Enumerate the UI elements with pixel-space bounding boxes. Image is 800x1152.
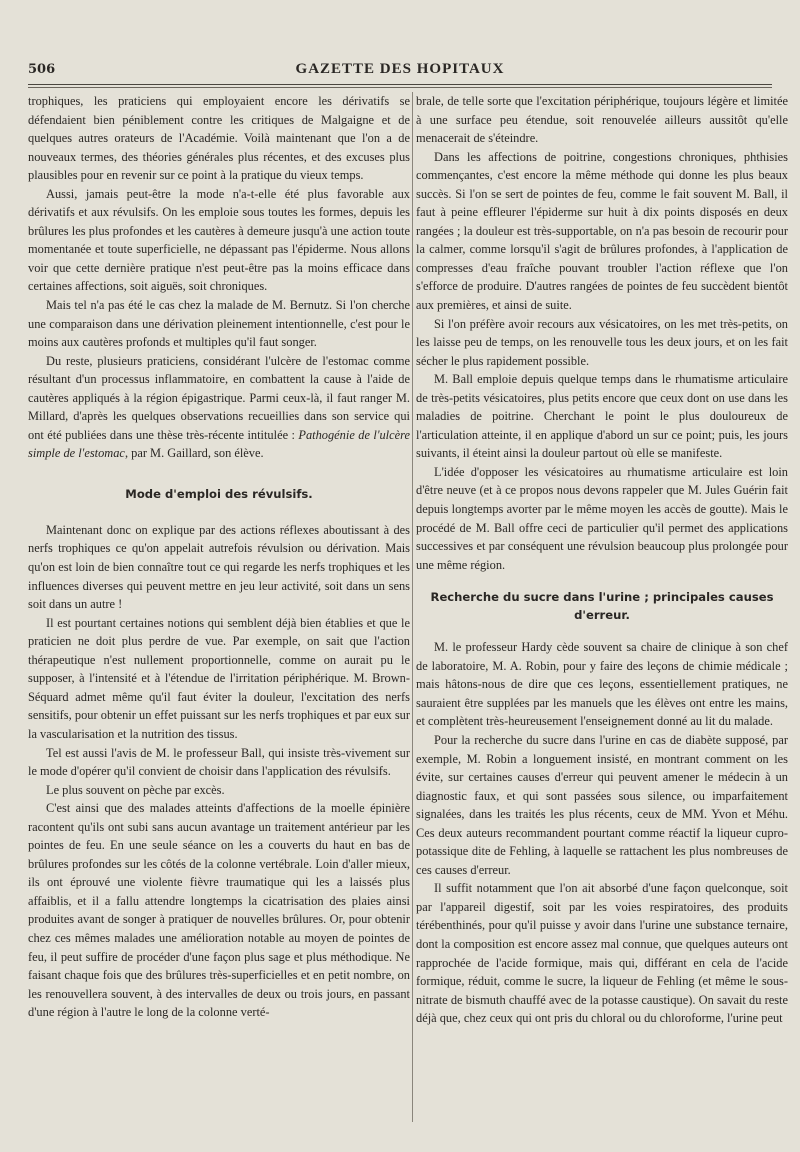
section-heading: Recherche du sucre dans l'urine ; principales causes d'erreur. (430, 590, 774, 623)
paragraph: Le plus souvent on pèche par excès. (46, 782, 225, 797)
paragraph (28, 352, 410, 463)
journal-title: GAZETTE DES HOPITAUX (295, 60, 505, 77)
paragraph: Il suffit notamment que l'on ait absorbé d'une façon quelconque, soit par l'appareil digestif, soit par les voies respiratoires, des produits térébenthinés, pour qu'il puisse y avoir dans l'urine une substance ternaire, dont la composition est encore assez mal connue, que quelques auteurs ont rapprochée de l'acide formique, mais qui, différant en cela de l'acide formique, réduit, comme le sucre, la liqueur de Fehling (et même le sous-nitrate de bismuth chauffé avec de la potasse caustique). On savait du reste déjà que, chez ceux qui ont pris du chloral ou du chloroforme, l'urine peut (416, 881, 788, 1026)
left-column (28, 92, 410, 1140)
paragraph: M. le professeur Hardy cède souvent sa chaire de clinique à son chef de laboratoire, M. A. Robin, pour y faire des leçons de chimie médicale ; mais hâtons-nous de dire que ces leçons, essentiellement pratiques, ne sauraient être supplées par les manuels que les élèves ont entre les mains, et complètent très-heureusement l'enseignement donné au lit du malade. (416, 640, 788, 729)
paragraph: Dans les affections de poitrine, congestions chroniques, phthisies commençantes, c'est encore la même méthode qui donne les plus beaux succès. Si l'on se sert de pointes de feu, comme le fait souvent M. Ball, il faut à peine effleurer l'épiderme sur huit à dix points disposés en deux rangées ; la douleur est très-supportable, on n'a pas besoin de recourir pour la calmer, comme lorsqu'il s'agit de brûlures profondes, à l'application de compresses d'eau fraîche pouvant troubler l'action réflexe que l'on s'efforce de produire. D'autres rangées de pointes de feu succèdent bientôt aux premières, et ainsi de suite. (416, 149, 788, 313)
page-header (28, 58, 772, 80)
paragraph-text: Du reste, plusieurs praticiens, considérant l'ulcère de l'estomac comme résultant d'un processus inflammatoire, en combattent la cause à l'aide de cautères appliqués à la région épigastrique. Parmi ceux-là, il faut ranger M. Millard, d'après les quelques observations recueillies dans son service qui ont été publiées dans une thèse très-récente intitulée : (28, 353, 410, 442)
paragraph: Il est pourtant certaines notions qui semblent déjà bien établies et que le praticien ne doit plus perdre de vue. Par exemple, on sait que l'action thérapeutique n'est nullement proportionnelle, comme on aurait pu le supposer, à l'intensité et à l'étendue de l'irritation périphérique. M. Brown-Séquard admet même qu'il faut éviter la douleur, l'excitation des nerfs sensitifs, pour obtenir un effet puissant sur les nerfs trophiques et par eux sur la vascularisation et la nutrition des tissus. (28, 615, 410, 741)
header-rule-secondary (28, 87, 772, 88)
column-divider (412, 92, 413, 1122)
paragraph-text: , par M. Gaillard, son élève. (124, 446, 264, 461)
paragraph: Mais tel n'a pas été le cas chez la malade de M. Bernutz. Si l'on cherche une comparaison dans une dérivation pleinement intentionnelle, c'est pour le moins aux cautères profonds et multiples qu'il faut songer. (28, 298, 410, 350)
paragraph: Maintenant donc on explique par des actions réflexes aboutissant à des nerfs trophiques ce qu'on appelait autrefois révulsion ou dérivation. Mais qu'on est loin de bien connaître tout ce qui regarde les nerfs trophiques et les influences diverses qui peuvent mettre en jeu leur activité, soit dans un sens soit dans un autre ! (28, 522, 410, 612)
paragraph: L'idée d'opposer les vésicatoires au rhumatisme articulaire est loin d'être neuve (et à ce propos nous devons rappeler que M. Jules Guérin fait depuis longtemps avorter par le même moyen les accès de goutte). Mais le procédé de M. Ball offre ceci de particulier qu'il permet des applications successives et par conséquent une révulsion beaucoup plus prolongée pour une même région. (416, 464, 788, 572)
paragraph: Pour la recherche du sucre dans l'urine en cas de diabète supposé, par exemple, M. Robin a longuement insisté, en montrant comment on les évite, sur certaines causes d'erreur qui peuvent amener le médecin à un diagnostic faux, et qui sont passées sous silence, ou imparfaitement signalées, dans les traités les plus récents, ceux de MM. Yvon et Méhu. Ces deux auteurs recommandent pourtant comme réactif la liqueur cupro-potassique dite de Fehling, à laquelle se rattachent les plus nombreuses de ces causes d'erreur. (416, 732, 788, 877)
paragraph: brale, de telle sorte que l'excitation périphérique, toujours légère et limitée à une surface peu étendue, soit renouvelée ailleurs aussitôt qu'elle menacerait de s'éteindre. (416, 94, 788, 146)
page-number: 506 (28, 61, 56, 77)
paragraph: Si l'on préfère avoir recours aux vésicatoires, on les met très-petits, on les laisse peu de temps, on les renouvelle tous les deux jours, et on les fait sécher le plus rapidement possible. (416, 316, 788, 368)
paragraph: Tel est aussi l'avis de M. le professeur Ball, qui insiste très-vivement sur le mode d'opérer qu'il convient de choisir dans l'application des révulsifs. (28, 745, 410, 779)
right-column (416, 92, 788, 1140)
header-rule (28, 84, 772, 85)
paragraph: M. Ball emploie depuis quelque temps dans le rhumatisme articulaire de très-petits vésicatoires, plus petits encore que ceux dont on use dans les maladies de poitrine. Cherchant le point le plus douloureux de l'articulation atteinte, il en applique d'abord un sur ce point; puis, les jours suivants, il éteint ainsi la douleur partout où elle se manifeste. (416, 372, 788, 461)
paragraph: Aussi, jamais peut-être la mode n'a-t-elle été plus favorable aux dérivatifs et aux révulsifs. On les emploie sous toutes les formes, depuis les brûlures les plus profondes et les cautères à demeure jusqu'à une action toute momentanée et toute superficielle, ne dépassant pas l'épiderme. Nous allons voir que cette dernière pratique n'est peut-être pas la moins efficace dans certaines affections, soit aiguës, soit chroniques. (28, 186, 410, 294)
thesis-title: Pathogénie de l'ulcère simple de l'estomac (28, 427, 410, 461)
paragraph: C'est ainsi que des malades atteints d'affections de la moelle épinière racontent qu'ils ont subi sans aucun avantage un traitement antérieur par les pointes de feu. En une seule séance on les a couverts du haut en bas de brûlures profondes sur les côtés de la colonne vertébrale. Loin d'aller mieux, ils ont éprouvé une violente fièvre traumatique qui les a laissés plus affaiblis, et il a fallu attendre longtemps la cicatrisation des plaies ainsi produites avant de songer à pratiquer de nouvelles brûlures. Or, pour obtenir chez ces mêmes malades une amélioration notable au moyen de pointes de feu, il peut suffire de procéder d'une façon plus sage et plus méthodique. Ne faisant chaque fois que des brûlures très-superficielles et en petit nombre, on les renouvellera souvent, à des intervalles de deux ou trois jours, en passant d'une région à l'autre le long de la colonne verté- (28, 801, 410, 1020)
paragraph: trophiques, les praticiens qui employaient encore les dérivatifs se défendaient bien péniblement contre les critiques de Malgaigne et de quelques autres orateurs de l'Académie. Voilà maintenant que l'on a de nouveaux termes, des théories générales plus récentes, et des excuses plus plausibles pour en revenir sur ce point à la pratique du vieux temps. (28, 94, 410, 183)
section-heading: Mode d'emploi des révulsifs. (125, 486, 313, 501)
